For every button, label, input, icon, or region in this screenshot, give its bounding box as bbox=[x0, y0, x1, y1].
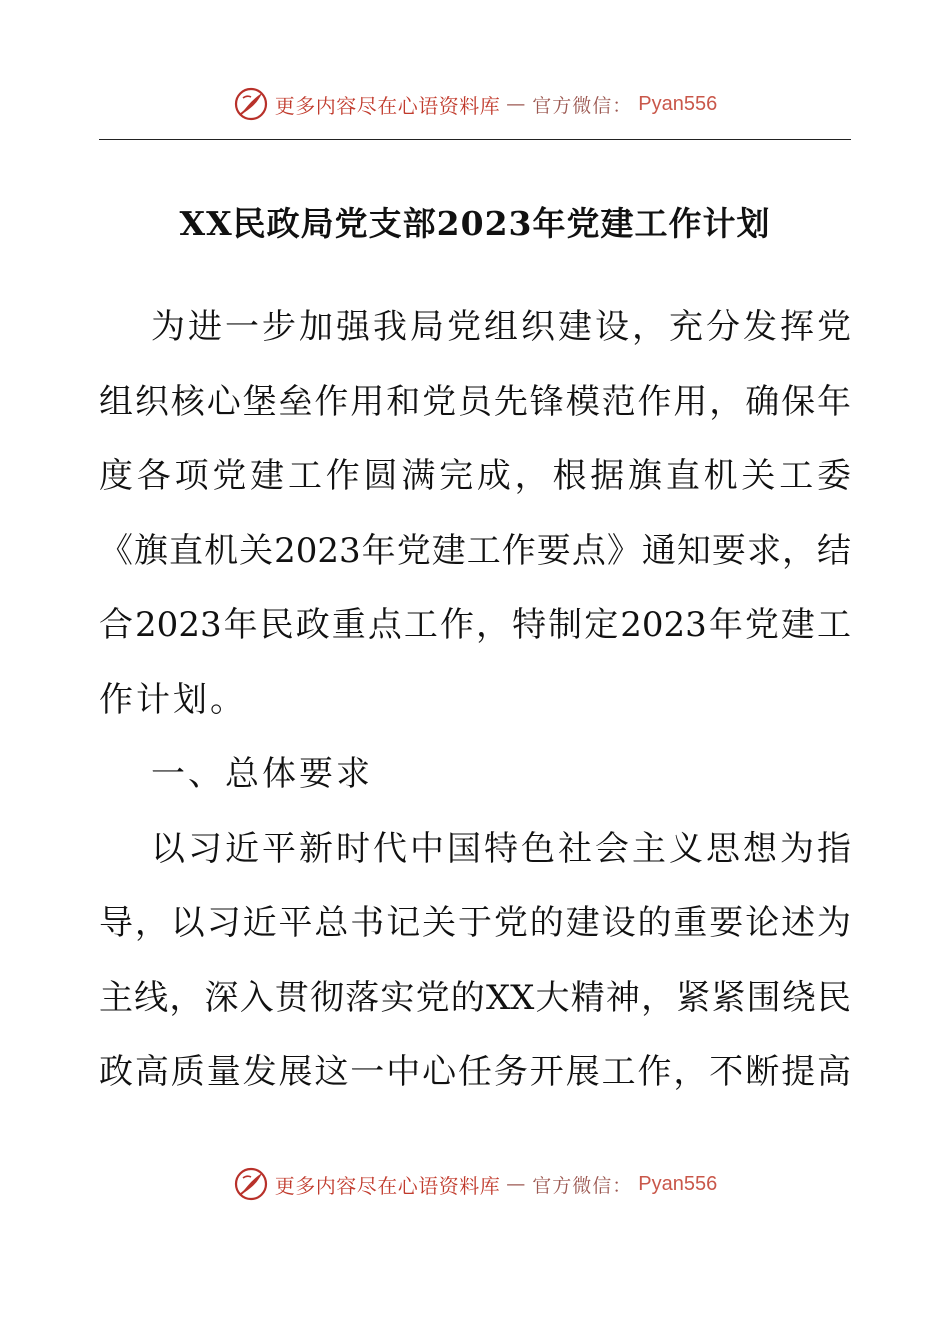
footer-watermark bbox=[0, 1164, 950, 1204]
quill-logo-icon bbox=[233, 86, 269, 122]
document-body bbox=[99, 290, 851, 1110]
body-line: 合2023年民政重点工作，特制定2023年党建工 bbox=[99, 605, 851, 645]
watermark-brand: 更多内容尽在心语资料库 bbox=[274, 1173, 501, 1198]
body-line: 政高质量发展这一中心任务开展工作，不断提高 bbox=[99, 1052, 851, 1092]
header-divider bbox=[99, 139, 851, 140]
body-line: 作计划。 bbox=[99, 679, 247, 720]
watermark-separator: — bbox=[506, 1173, 527, 1195]
watermark-separator: — bbox=[506, 93, 527, 115]
watermark-wechat-id: Pyan556 bbox=[638, 92, 718, 115]
quill-logo-icon bbox=[233, 1166, 269, 1202]
watermark-wechat-id: Pyan556 bbox=[638, 1172, 718, 1195]
section-heading: 一、总体要求 bbox=[151, 754, 373, 794]
document-title: XX民政局党支部2023年党建工作计划 bbox=[179, 204, 771, 243]
body-line: 导，以习近平总书记关于党的建设的重要论述为 bbox=[99, 903, 851, 943]
watermark-wechat-label: 官方微信： bbox=[532, 94, 633, 117]
body-line: 为进一步加强我局党组织建设，充分发挥党 bbox=[151, 307, 851, 347]
body-line: 度各项党建工作圆满完成，根据旗直机关工委 bbox=[99, 456, 851, 496]
body-line: 以习近平新时代中国特色社会主义思想为指 bbox=[151, 828, 851, 869]
body-line: 主线，深入贯彻落实党的XX大精神，紧紧围绕民 bbox=[99, 977, 851, 1018]
body-line: 组织核心堡垒作用和党员先锋模范作用，确保年 bbox=[99, 381, 851, 422]
watermark-wechat-label: 官方微信： bbox=[532, 1174, 633, 1197]
body-line: 《旗直机关2023年党建工作要点》通知要求，结 bbox=[99, 530, 851, 571]
watermark-brand: 更多内容尽在心语资料库 bbox=[274, 93, 501, 118]
header-watermark bbox=[0, 84, 950, 124]
